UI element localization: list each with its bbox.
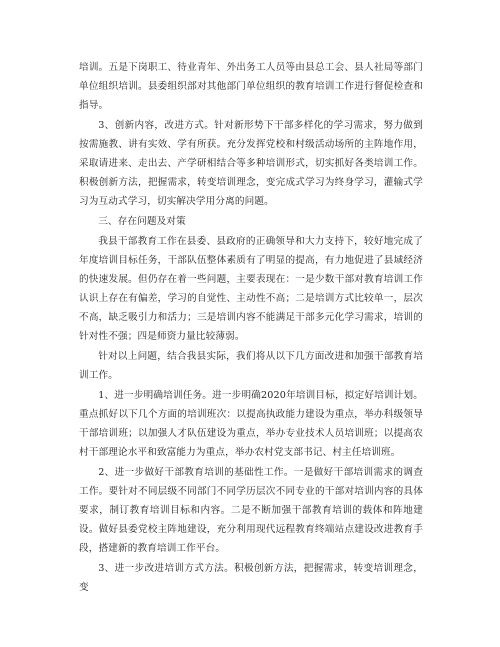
paragraph-continued-training-groups: 培训。五是下岗职工、待业青年、外出务工人员等由县总工会、县人社局等部门单位组织培训。县委组织部对其他部门单位组织的教育培训工作进行督促检查和指导。 (79, 62, 423, 111)
section-heading-problems-and-countermeasures: 三、存在问题及对策 (98, 216, 186, 227)
paragraph-clarify-training-tasks: 1、进一步明确培训任务。进一步明确2020年培训目标，拟定好培训计划。重点抓好以下几个方面的培训班次：以提高执政能力建设为重点，举办科级领导干部培训班；以加强人才队伍建设为重点，举办专业技术人员培训班；以提高农村干部理论水平和致富能力为重点，举办农村党支部书记、村主任培训班。 (79, 390, 423, 458)
paragraph-innovate-content: 3、创新内容，改进方式。针对新形势下干部多样化的学习需求，努力做到按需施教、讲有实效、学有所获。充分发挥党校和村级活动场所的主阵地作用，采取请进来、走出去、产学研相结合等多种培训形式，切实抓好各类培训工作。积极创新方法，把握需求，转变培训理念，变完成式学习为终身学习，灌输式学习为互动式学习，切实解决学用分离的问题。 (79, 120, 423, 207)
paragraph-foundational-work: 2、进一步做好干部教育培训的基础性工作。一是做好干部培训需求的调查工作。要针对不同层级不同部门不同学历层次不同专业的干部对培训内容的具体要求，制订教育培训目标和内容。二是不断加强干部教育培训的载体和阵地建设。做好县委党校主阵地建设，充分利用现代远程教育终端站点建设改进教育手段，搭建新的教育培训工作平台。 (79, 467, 423, 554)
paragraph-improve-methods: 3、进一步改进培训方式方法。积极创新方法，把握需求，转变培训理念，变 (79, 563, 423, 593)
paragraph-existing-problems: 我县干部教育工作在县委、县政府的正确领导和大力支持下，较好地完成了年度培训目标任务，干部队伍整体素质有了明显的提高，有力地促进了县域经济的快速发展。但仍存在着一些问题，主要表现在：一是少数干部对教育培训工作认识上存在有偏差，学习的自觉性、主动性不高；二是培训方式比较单一，层次不高，缺乏吸引力和活力；三是培训内容不能满足干部多元化学习需求，培训的针对性不强；四是师资力量比较薄弱。 (79, 236, 423, 342)
paragraph-improvement-intro: 针对以上问题，结合我县实际，我们将从以下几方面改进和加强干部教育培训工作。 (79, 351, 423, 381)
document-body (79, 58, 423, 598)
